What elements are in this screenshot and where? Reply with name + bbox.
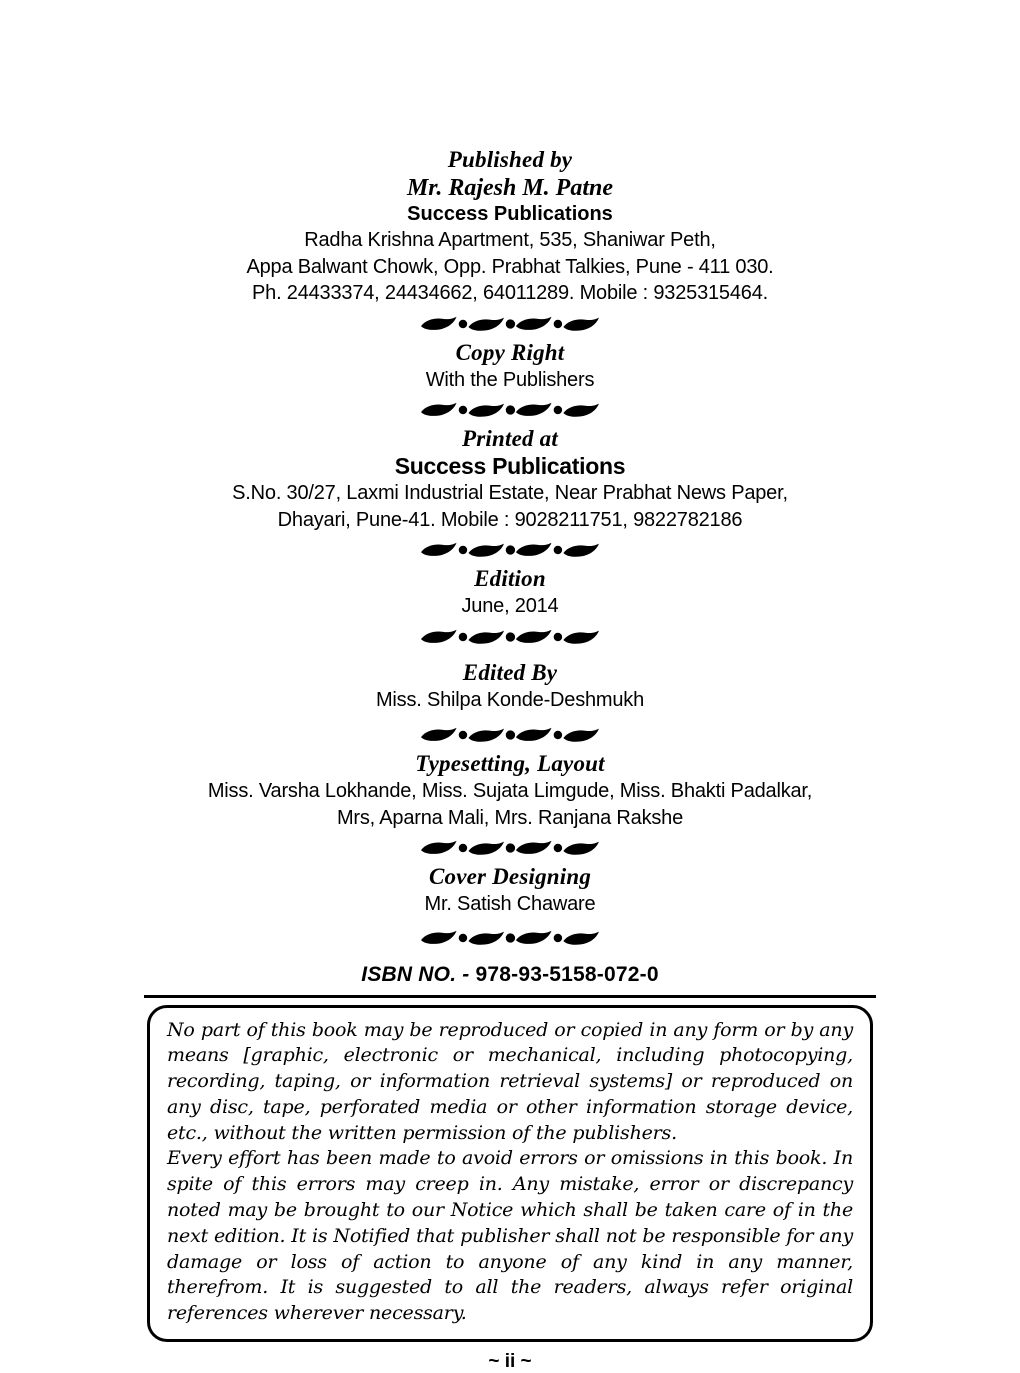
- divider-ornament: [421, 727, 599, 743]
- divider-ornament: [421, 316, 599, 332]
- isbn-line: [140, 962, 880, 988]
- printer-company: Success Publications: [394, 453, 626, 479]
- page-number: ~ ii ~: [488, 1351, 532, 1373]
- divider-ornament: [421, 542, 599, 558]
- legal-notice-box: [147, 1005, 873, 1343]
- divider-ornament: [421, 402, 599, 418]
- publisher-name: Mr. Rajesh M. Patne: [406, 175, 614, 201]
- divider-ornament: [421, 930, 599, 946]
- isbn-divider-rule: [144, 995, 876, 998]
- copyright-heading: Copy Right: [455, 339, 565, 365]
- edited-by-text: Miss. Shilpa Konde-Deshmukh: [375, 688, 645, 711]
- page-content: [140, 0, 880, 988]
- typesetting-heading: Typesetting, Layout: [415, 751, 605, 776]
- published-by-heading: Published by: [447, 147, 573, 172]
- publisher-phone-line: Ph. 24433374, 24434662, 64011289. Mobile : 9325315464.: [252, 282, 768, 304]
- isbn-label: ISBN NO. -: [361, 962, 476, 986]
- printed-at-heading: Printed at: [462, 426, 558, 451]
- publisher-company: Success Publications: [407, 203, 613, 225]
- edition-text: June, 2014: [461, 595, 559, 617]
- printer-address-line2: Dhayari, Pune-41. Mobile : 9028211751, 9822782186: [277, 508, 743, 531]
- typesetting-line1: Miss. Varsha Lokhande, Miss. Sujata Limgude, Miss. Bhakti Padalkar,: [207, 780, 813, 802]
- cover-designing-text: Mr. Satish Chaware: [424, 893, 596, 915]
- edition-heading: Edition: [474, 566, 546, 591]
- divider-ornament: [421, 629, 599, 645]
- copyright-text: With the Publishers: [425, 368, 595, 391]
- printer-address-line1: S.No. 30/27, Laxmi Industrial Estate, Near Prabhat News Paper,: [232, 482, 788, 504]
- cover-designing-heading: Cover Designing: [428, 864, 592, 889]
- legal-notice-paragraph-2: Every effort has been made to avoid errors or omissions in this book. In spite of this errors may creep in. Any mistake, error or discrepancy noted may be brought to our Notice which shall be taken care of in the next edition. It is Notified that publisher shall not be responsible for any damage or loss of action to anyone of any kind in any manner, therefrom. It is suggested to all the readers, always refer original references wherever necessary.: [167, 1147, 853, 1325]
- publisher-address-line2: Appa Balwant Chowk, Opp. Prabhat Talkies, Pune - 411 030.: [246, 255, 774, 278]
- legal-notice-paragraph-1: No part of this book may be reproduced or copied in any form or by any means [graphic, electronic or mechanical, including photocopying, recording, taping, or information retrieval systems] or reproduced on any disc, tape, perforated media or other information storage device, etc., without the written permission of the publishers.: [167, 1018, 853, 1144]
- publisher-address-line1: Radha Krishna Apartment, 535, Shaniwar Peth,: [304, 229, 716, 251]
- divider-ornament: [421, 840, 599, 856]
- typesetting-line2: Mrs, Aparna Mali, Mrs. Ranjana Rakshe: [336, 806, 684, 829]
- isbn-number: 978-93-5158-072-0: [475, 962, 659, 986]
- edited-by-heading: Edited By: [462, 659, 558, 685]
